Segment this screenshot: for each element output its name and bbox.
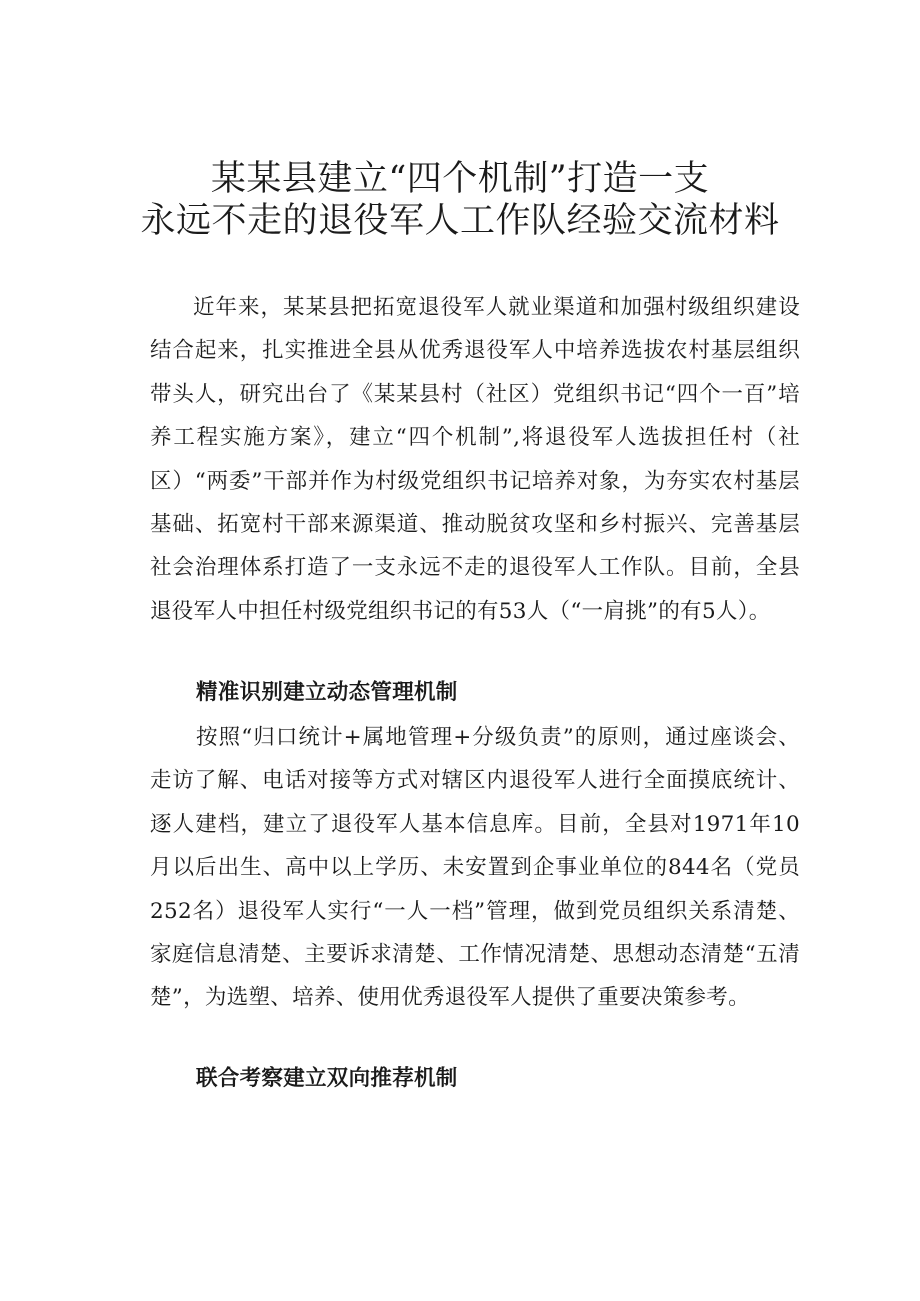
document-title-line-1: 某某县建立“四个机制”打造一支: [210, 159, 710, 199]
section-heading-2: 联合考察建立双向推荐机制: [196, 1066, 458, 1091]
paragraph-intro: 近年来，某某县把拓宽退役军人就业渠道和加强村级组织建设结合起来，扎实推进全县从优秀退役军人中培养选拔农村基层组织带头人，研究出台了《某某县村（社区）党组织书记“四个一百”培养工程实施方案》，建立“四个机制”,将退役军人选拔担任村（社区）“两委”干部并作为村级党组织书记培养对象，为夯实农村基层基础、拓宽村干部来源渠道、推动脱贫攻坚和乡村振兴、完善基层社会治理体系打造了一支永远不走的退役军人工作队。目前，全县退役军人中担任村级党组织书记的有53人（“一肩挑”的有5人）。: [150, 295, 800, 624]
section-heading-1: 精准识别建立动态管理机制: [196, 680, 458, 705]
paragraph-section-1: 按照“归口统计+属地管理+分级负责”的原则，通过座谈会、走访了解、电话对接等方式对辖区内退役军人进行全面摸底统计、逐人建档，建立了退役军人基本信息库。目前，全县对1971年10月以后出生、高中以上学历、未安置到企事业单位的844名（党员252名）退役军人实行“一人一档”管理，做到党员组织关系清楚、家庭信息清楚、主要诉求清楚、工作情况清楚、思想动态清楚“五清楚”，为选塑、培养、使用优秀退役军人提供了重要决策参考。: [150, 725, 800, 1011]
document-title-line-2: 永远不走的退役军人工作队经验交流材料: [140, 201, 780, 241]
